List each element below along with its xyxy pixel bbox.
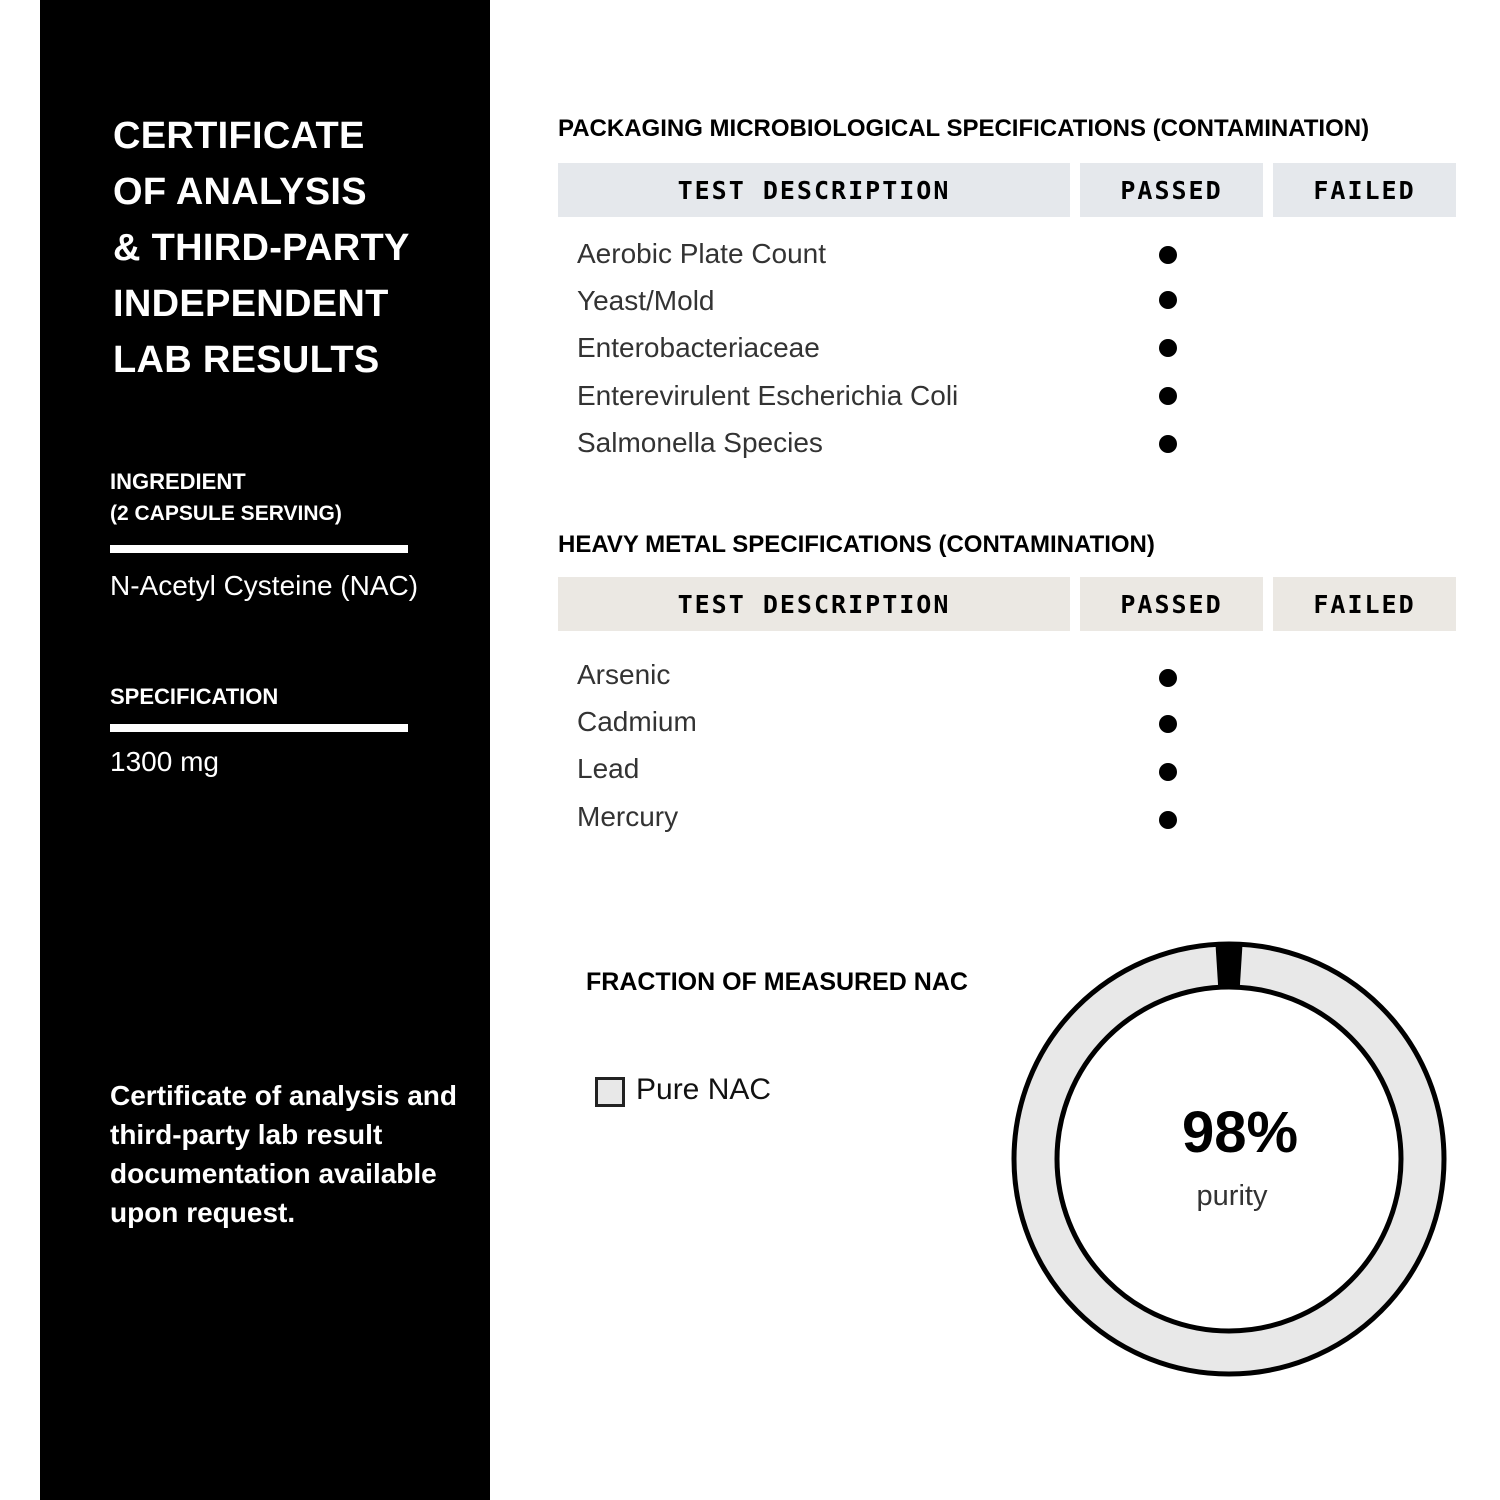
heavy-metal-section-title: HEAVY METAL SPECIFICATIONS (CONTAMINATION) bbox=[558, 531, 1155, 558]
heavy-metal-header-test: TEST DESCRIPTION bbox=[558, 577, 1070, 631]
microbio-header-test: TEST DESCRIPTION bbox=[558, 163, 1070, 217]
ingredient-value: N-Acetyl Cysteine (NAC) bbox=[110, 570, 419, 601]
heavy-metal-row-label: Lead bbox=[577, 753, 640, 784]
purity-label: purity bbox=[1196, 1180, 1268, 1212]
microbio-row-label: Yeast/Mold bbox=[577, 285, 715, 316]
microbio-row-label: Salmonella Species bbox=[577, 427, 823, 458]
fraction-title: FRACTION OF MEASURED NAC bbox=[586, 968, 968, 996]
microbio-row-label: Aerobic Plate Count bbox=[577, 238, 827, 269]
microbio-row-label: Enterobacteriaceae bbox=[577, 332, 820, 363]
ingredient-serving-label: (2 CAPSULE SERVING) bbox=[110, 502, 342, 525]
title-line: INDEPENDENT bbox=[113, 283, 389, 325]
legend-label: Pure NAC bbox=[636, 1073, 772, 1106]
heavy-metal-row-label: Cadmium bbox=[577, 706, 697, 737]
pie-slice-other bbox=[1216, 944, 1243, 987]
specification-value: 1300 mg bbox=[110, 746, 219, 777]
purity-value: 98% bbox=[1181, 1100, 1299, 1165]
heavy-metal-row-label: Mercury bbox=[577, 801, 679, 832]
heavy-metal-header-failed: FAILED bbox=[1273, 577, 1456, 631]
specification-label: SPECIFICATION bbox=[110, 684, 279, 709]
microbio-row-label: Enterevirulent Escherichia Coli bbox=[577, 380, 959, 411]
microbio-header-failed: FAILED bbox=[1273, 163, 1456, 217]
heavy-metal-row-label: Arsenic bbox=[577, 659, 671, 690]
availability-note: Certificate of analysis and third-party lab result documentation available upon request. bbox=[110, 1080, 458, 1228]
microbio-header-passed: PASSED bbox=[1080, 163, 1263, 217]
title-line: & THIRD-PARTY bbox=[113, 227, 410, 269]
heavy-metal-header-passed: PASSED bbox=[1080, 577, 1263, 631]
microbio-section-title: PACKAGING MICROBIOLOGICAL SPECIFICATIONS (CONTAMINATION) bbox=[558, 115, 1370, 142]
title-line: OF ANALYSIS bbox=[113, 171, 367, 213]
title-line: CERTIFICATE bbox=[113, 115, 365, 157]
ingredient-label: INGREDIENT bbox=[110, 469, 246, 494]
title-line: LAB RESULTS bbox=[113, 339, 380, 381]
